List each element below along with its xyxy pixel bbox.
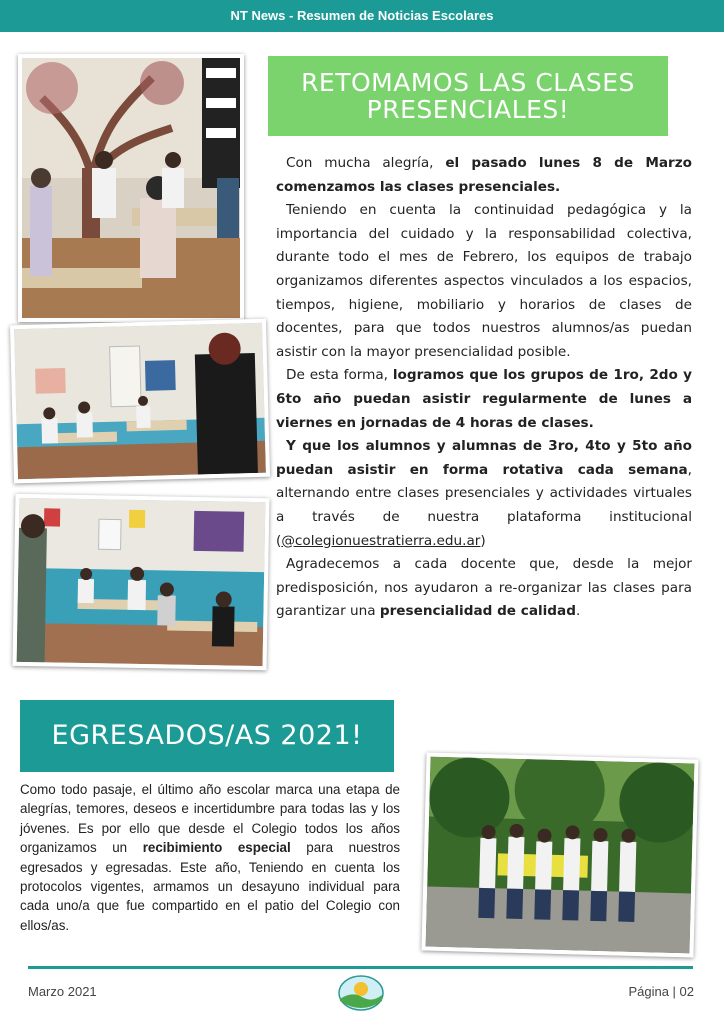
- article-body-graduates: [20, 780, 400, 935]
- paragraph: Teniendo en cuenta la continuidad pedagógica y la importancia del cuidado y la responsabilidad colectiva, durante todo el mes de Febrero, los equipos de trabajo organizamos diferentes aspectos vinculados a los espacios, tiempos, higiene, mobiliario y horarios de clases de docentes, para que todos nuestros alumnos/as puedan asistir con la mayor presencialidad posible.: [276, 202, 692, 360]
- graduates-group-photo: [421, 752, 698, 957]
- article-title-classes: [268, 56, 668, 136]
- school-logo: [338, 975, 384, 1011]
- platform-link[interactable]: @colegionuestratierra.edu.ar: [281, 532, 481, 549]
- classroom-mural-photo: [18, 54, 244, 322]
- newsletter-header: NT News - Resumen de Noticias Escolares: [0, 0, 724, 32]
- paragraph: Con mucha alegría, el pasado lunes 8 de Marzo comenzamos las clases presenciales.: [276, 155, 693, 195]
- article-title-line-1: RETOMAMOS LAS CLASES: [301, 68, 635, 97]
- paragraph: De esta forma, logramos que los grupos de 1ro, 2do y 6to año puedan asistir regularmente de lunes a viernes en jornadas de 4 horas de clases.: [276, 367, 692, 431]
- article-title-line-2: PRESENCIALES!: [366, 95, 570, 124]
- paragraph: Y que los alumnos y alumnas de 3ro, 4to y 5to año puedan asistir en forma rotativa cada semana, alternando entre clases presenciales y actividades virtuales a través de nuestra plataforma institucional (@colegionuestratierra.edu.ar): [276, 438, 692, 549]
- article-body-classes: [276, 152, 692, 624]
- paragraph: Agradecemos a cada docente que, desde la mejor predisposición, nos ayudaron a re-organizar las clases para garantizar una presencialidad de calidad.: [276, 556, 692, 620]
- footer-page-number: Página | 02: [628, 984, 694, 999]
- article-title-graduates: EGRESADOS/AS 2021!: [20, 700, 394, 772]
- footer-divider: [28, 966, 693, 969]
- teacher-classroom-photo: [10, 319, 270, 484]
- students-desks-photo: [13, 494, 270, 670]
- paragraph: Como todo pasaje, el último año escolar marca una etapa de alegrías, temores, deseos e incertidumbre para todas las y los jóvenes. Es por ello que desde el Colegio todos los años organizamos un recibimiento especial para nuestros egresados y egresadas. Este año, Teniendo en cuenta los protocolos vigentes, armamos un desayuno individual para cada uno/a que fue compartido en el patio del Colegio con ellos/as.: [20, 782, 401, 933]
- footer-date: Marzo 2021: [28, 984, 97, 999]
